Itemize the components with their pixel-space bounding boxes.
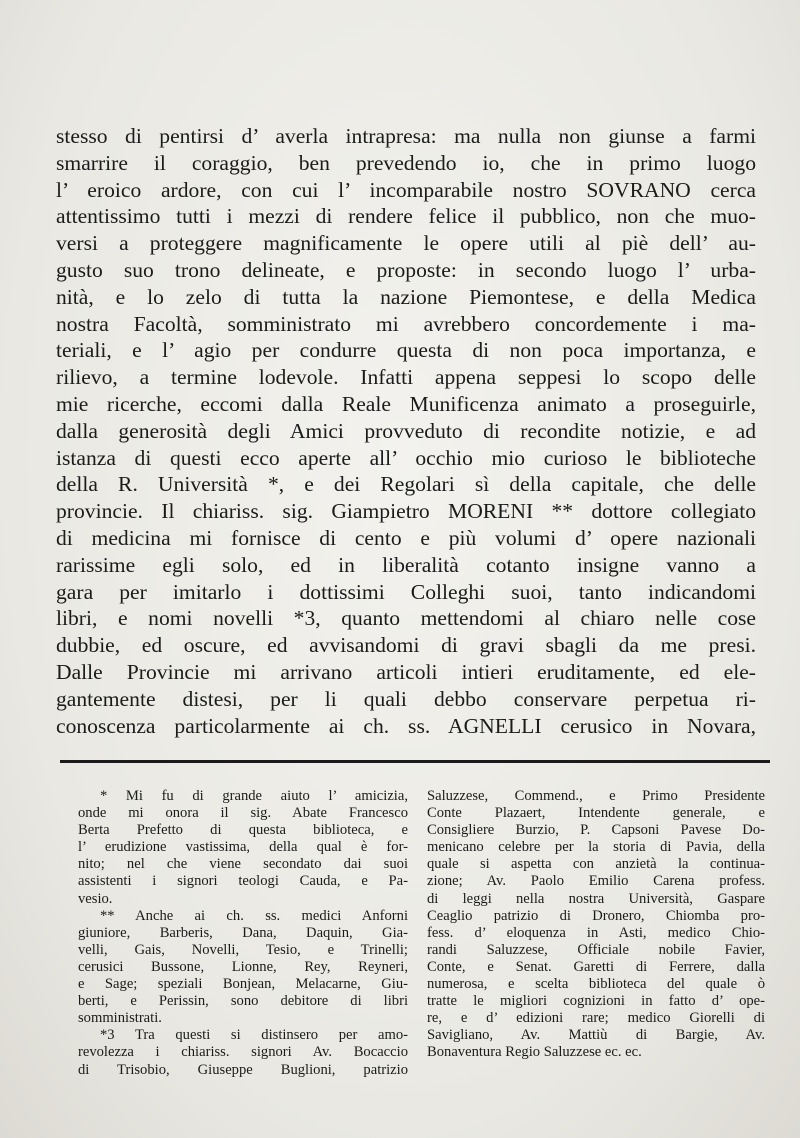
- text-line: gusto suo trono delineate, e proposte: in secondo luogo l’ urba-: [56, 257, 756, 282]
- text-line: libri, e nomi novelli *3, quanto mettendomi al chiaro nelle cose: [56, 606, 756, 631]
- footnote-line: Savigliano, Av. Mattiù di Bargie, Av.: [427, 1027, 765, 1044]
- text-line: nità, e lo zelo di tutta la nazione Piemontese, e della Medica: [56, 284, 756, 309]
- footnote-line: Saluzzese, Commend., e Primo Presidente: [427, 788, 765, 804]
- text-line: dalla generosità degli Amici provveduto di recondite notizie, e ad: [56, 418, 756, 443]
- footnote-line: Consigliere Burzio, P. Capsoni Pavese Do-: [427, 822, 765, 839]
- footnote-line: di Trisobio, Giuseppe Buglioni, patrizio: [78, 1061, 408, 1078]
- text-line: gara per imitarlo i dottissimi Colleghi suoi, tanto indicandomi: [56, 579, 756, 604]
- footnotes-left-column: [78, 788, 408, 1079]
- footnote-line: cerusici Bussone, Lionne, Rey, Reyneri,: [78, 958, 408, 975]
- text-line: nostra Facoltà, somministrato mi avrebbero concordemente i ma-: [56, 311, 756, 336]
- footnote-line: giuniore, Barberis, Dana, Daquin, Gia-: [78, 924, 408, 941]
- footnote-line: quale si aspetta con anzietà la continua-: [427, 856, 765, 873]
- text-line: mie ricerche, eccomi dalla Reale Munificenza animato a proseguirle,: [56, 391, 756, 416]
- text-line: teriali, e l’ agio per condurre questa di non poca importanza, e: [56, 338, 756, 363]
- text-line: provincie. Il chiariss. sig. Giampietro MORENI ** dottore collegiato: [56, 499, 756, 524]
- footnote-line: re, e d’ edizioni rare; medico Giorelli di: [427, 1010, 765, 1027]
- footnote-line: numerosa, e scelta biblioteca del quale ò: [427, 976, 765, 993]
- footnote-line: assistenti i signori teologi Cauda, e Pa-: [78, 873, 408, 890]
- text-line: attentissimo tutti i mezzi di rendere felice il pubblico, non che muo-: [56, 204, 756, 229]
- footnote-line: Berta Prefetto di questa biblioteca, e: [78, 822, 408, 839]
- footnote-line: Bonaventura Regio Saluzzese ec. ec.: [427, 1044, 642, 1061]
- main-text-block: [56, 123, 756, 739]
- footnote-line: fess. d’ eloquenza in Asti, medico Chio-: [427, 924, 765, 941]
- footnote-line: menicano celebre per la storia di Pavia, della: [427, 839, 765, 856]
- text-line: gantemente distesi, per li quali debbo conservare perpetua ri-: [56, 686, 756, 711]
- footnote-line: * Mi fu di grande aiuto l’ amicizia,: [100, 788, 408, 804]
- footnote-line: ** Anche ai ch. ss. medici Anforni: [100, 907, 408, 924]
- text-line: l’ eroico ardore, con cui l’ incomparabile nostro SOVRANO cerca: [56, 177, 756, 202]
- footnote-line: Ceaglio patrizio di Dronero, Chiomba pro-: [427, 907, 765, 924]
- text-line: rilievo, a termine lodevole. Infatti appena seppesi lo scopo delle: [56, 365, 756, 390]
- text-line: rarissime egli solo, ed in liberalità cotanto insigne vanno a: [56, 552, 756, 577]
- footnote-line: somministrati.: [78, 1010, 162, 1027]
- text-line: dubbie, ed oscure, ed avvisandomi di gravi sbagli da me presi.: [56, 633, 756, 658]
- footnote-line: randi Saluzzese, Officiale nobile Favier,: [427, 941, 765, 958]
- footnote-line: Conte, e Senat. Garetti di Ferrere, dalla: [427, 958, 765, 975]
- text-line: conoscenza particolarmente ai ch. ss. AGNELLI cerusico in Novara,: [56, 713, 756, 738]
- text-line: versi a proteggere magnificamente le opere utili al piè dell’ au-: [56, 231, 756, 256]
- footnote-line: nito; nel che viene secondato dai suoi: [78, 856, 408, 873]
- footnote-rule: [60, 760, 770, 763]
- footnote-line: revolezza i chiariss. signori Av. Bocaccio: [78, 1044, 408, 1061]
- footnote-line: Conte Plazaert, Intendente generale, e: [427, 805, 765, 822]
- text-line: Dalle Provincie mi arrivano articoli intieri eruditamente, ed ele-: [56, 659, 756, 684]
- footnote-line: velli, Gais, Novelli, Tesio, e Trinelli;: [78, 941, 408, 958]
- footnote-line: onde mi onora il sig. Abate Francesco: [78, 805, 408, 822]
- footnote-line: tratte le migliori cognizioni in fatto d’ ope-: [427, 993, 765, 1010]
- footnote-line: l’ erudizione vastissima, della qual è for-: [78, 839, 408, 856]
- text-line: della R. Università *, e dei Regolari sì della capitale, che delle: [56, 472, 756, 497]
- text-line: smarrire il coraggio, ben prevedendo io, che in primo luogo: [56, 150, 756, 175]
- footnote-line: vesio.: [78, 890, 113, 907]
- footnote-line: berti, e Perissin, sono debitore di libri: [78, 993, 408, 1010]
- text-line: istanza di questi ecco aperte all’ occhio mio curioso le biblioteche: [56, 445, 756, 470]
- footnotes-right-column: [427, 788, 765, 1062]
- footnote-line: zione; Av. Paolo Emilio Carena profess.: [427, 873, 765, 890]
- footnote-line: di leggi nella nostra Università, Gaspare: [427, 890, 765, 907]
- text-line: stesso di pentirsi d’ averla intrapresa: ma nulla non giunse a farmi: [56, 124, 756, 148]
- text-line: di medicina mi fornisce di cento e più volumi d’ opere nazionali: [56, 525, 756, 550]
- footnote-line: e Sage; speziali Bonjean, Melacarne, Giu-: [78, 976, 408, 993]
- footnote-line: *3 Tra questi si distinsero per amo-: [100, 1027, 408, 1044]
